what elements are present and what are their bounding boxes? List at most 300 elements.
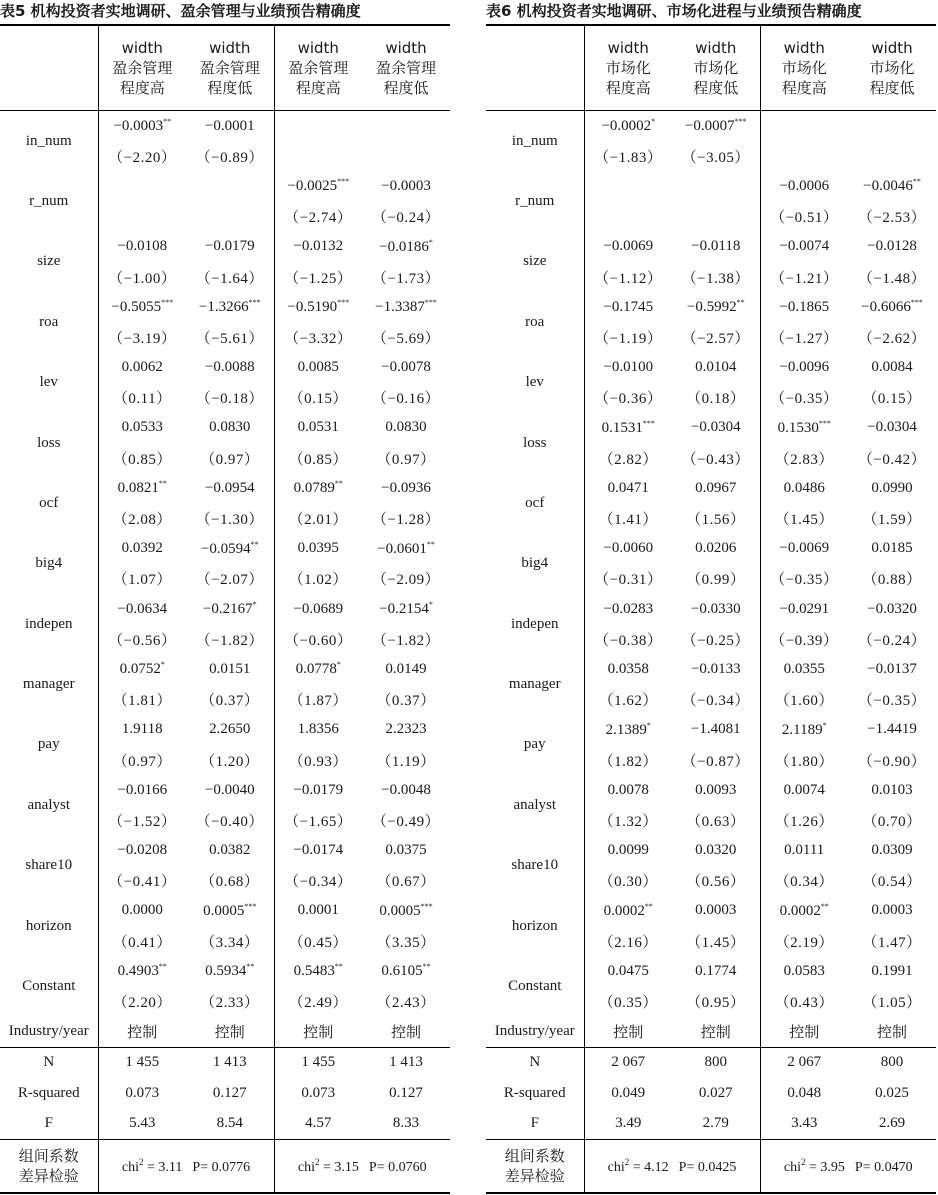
coef-value: −0.0006 bbox=[779, 177, 830, 194]
t-stat-cell: （1.07） bbox=[112, 572, 172, 589]
coef-value: 0.0003 bbox=[695, 902, 737, 919]
stat-label: N bbox=[486, 1047, 584, 1078]
coef-value: 0.0111 bbox=[784, 842, 825, 859]
coef-value: −0.0007 bbox=[684, 118, 735, 135]
coef-cell bbox=[584, 896, 672, 926]
stat-value: 0.048 bbox=[787, 1084, 822, 1101]
coef-cell bbox=[584, 353, 672, 383]
coef-cell bbox=[848, 473, 936, 503]
coef-value: 0.0074 bbox=[783, 781, 825, 798]
coef-value: −1.3266 bbox=[198, 299, 249, 316]
significance-stars: *** bbox=[337, 177, 350, 187]
chi-test-cell bbox=[274, 1140, 450, 1194]
t-stat-cell: （−1.82） bbox=[371, 632, 441, 649]
coef-cell bbox=[760, 654, 848, 684]
coef-row bbox=[0, 775, 450, 805]
significance-stars: * bbox=[336, 660, 341, 670]
significance-stars: *** bbox=[337, 298, 350, 308]
stat-label: F bbox=[0, 1109, 98, 1140]
coef-value: 0.0830 bbox=[385, 419, 427, 436]
coef-value: 0.6105 bbox=[381, 963, 423, 980]
coef-value: −0.6066 bbox=[861, 299, 911, 316]
coef-cell bbox=[672, 775, 760, 805]
stat-value: 3.43 bbox=[760, 1109, 848, 1140]
stat-value: 0.025 bbox=[875, 1084, 909, 1101]
coef-cell bbox=[362, 534, 450, 564]
variable-label: big4 bbox=[0, 534, 98, 594]
coef-value: 2.2323 bbox=[385, 721, 427, 738]
coef-value: −0.0132 bbox=[293, 238, 344, 255]
coef-value: −0.0088 bbox=[204, 359, 255, 376]
t-stat-cell: （2.83） bbox=[774, 451, 834, 468]
coef-cell bbox=[584, 292, 672, 322]
variable-label: roa bbox=[0, 292, 98, 352]
t-stat-cell: （−0.31） bbox=[594, 572, 663, 589]
coef-cell bbox=[274, 413, 362, 443]
t-stat-cell: （−1.21） bbox=[770, 270, 839, 287]
coef-cell bbox=[98, 775, 186, 805]
coef-row bbox=[486, 111, 936, 142]
coef-cell bbox=[584, 956, 672, 986]
coef-value: 0.0104 bbox=[695, 359, 737, 376]
column-header-level: 程度高 bbox=[119, 79, 165, 97]
t-stat-cell: （−0.43） bbox=[672, 443, 760, 473]
coef-cell bbox=[848, 171, 936, 201]
table-6 bbox=[486, 0, 936, 1194]
coef-cell bbox=[672, 956, 760, 986]
coef-cell bbox=[274, 292, 362, 322]
t-stat-cell: （3.34） bbox=[186, 926, 274, 956]
coef-row bbox=[0, 715, 450, 745]
t-stat-cell: （0.43） bbox=[774, 995, 834, 1012]
t-stat-cell: （−1.28） bbox=[371, 512, 441, 529]
coef-cell bbox=[98, 594, 186, 624]
coef-cell bbox=[98, 353, 186, 383]
stat-value: 0.127 bbox=[186, 1078, 274, 1109]
coef-value: −0.0179 bbox=[293, 781, 344, 798]
coef-value: 0.0103 bbox=[871, 781, 913, 798]
t-stat-cell: （0.97） bbox=[186, 443, 274, 473]
coef-cell bbox=[584, 534, 672, 564]
t-stat-cell: （−1.82） bbox=[186, 624, 274, 654]
coef-value: −0.0304 bbox=[867, 419, 917, 436]
t-stat-cell: （−0.40） bbox=[186, 805, 274, 835]
table-caption: 表5 机构投资者实地调研、盈余管理与业绩预告精确度 bbox=[0, 2, 361, 20]
coef-cell bbox=[186, 715, 274, 745]
coef-cell bbox=[186, 534, 274, 564]
stat-label: R-squared bbox=[0, 1078, 98, 1109]
coef-cell bbox=[186, 413, 274, 443]
coef-cell bbox=[98, 534, 186, 564]
t-stat-cell: （−2.07） bbox=[186, 564, 274, 594]
t-stat-cell: （−0.36） bbox=[594, 391, 663, 408]
t-stat-cell: （−0.49） bbox=[371, 813, 441, 830]
t-stat-cell: （0.97） bbox=[112, 753, 172, 770]
coef-cell bbox=[98, 654, 186, 684]
coef-value: 0.0002 bbox=[603, 902, 645, 919]
t-stat-cell: （0.45） bbox=[288, 934, 348, 951]
variable-label: lev bbox=[0, 353, 98, 413]
variable-label: size bbox=[486, 232, 584, 292]
coef-value: 0.0093 bbox=[695, 781, 737, 798]
column-header-dep-var: width bbox=[297, 39, 339, 57]
coef-row bbox=[486, 654, 936, 684]
coef-value: −0.0078 bbox=[381, 359, 431, 376]
control-value: 控制 bbox=[672, 1017, 760, 1048]
coef-value: −0.0074 bbox=[779, 238, 830, 255]
coef-row bbox=[486, 232, 936, 262]
significance-stars: ** bbox=[250, 539, 259, 549]
coef-value: 0.0990 bbox=[871, 479, 913, 496]
coef-row bbox=[0, 232, 450, 262]
coef-value: −0.0003 bbox=[113, 118, 164, 135]
t-stat-cell bbox=[760, 141, 848, 171]
coef-cell bbox=[760, 715, 848, 745]
variable-label: manager bbox=[0, 654, 98, 714]
coef-cell bbox=[98, 956, 186, 986]
chi-test-cell bbox=[98, 1140, 274, 1194]
t-stat-cell: （−1.38） bbox=[672, 262, 760, 292]
coef-row bbox=[0, 292, 450, 322]
coef-cell bbox=[186, 473, 274, 503]
variable-label: size bbox=[0, 232, 98, 292]
coef-value: 0.0000 bbox=[121, 902, 163, 919]
coef-value: −0.5992 bbox=[686, 299, 737, 316]
t-stat-cell: （−1.30） bbox=[186, 503, 274, 533]
coef-cell bbox=[98, 232, 186, 262]
coef-cell bbox=[672, 473, 760, 503]
significance-stars: *** bbox=[161, 298, 174, 308]
control-value: 控制 bbox=[760, 1017, 848, 1048]
significance-stars: ** bbox=[422, 962, 431, 972]
stat-value: 1 413 bbox=[186, 1047, 274, 1078]
coef-value: −0.0186 bbox=[379, 238, 429, 255]
column-header-level: 程度高 bbox=[295, 79, 341, 97]
coef-value: 0.0005 bbox=[379, 902, 421, 919]
coef-cell bbox=[274, 775, 362, 805]
variable-label: horizon bbox=[0, 896, 98, 956]
t-stat-cell: （0.88） bbox=[862, 572, 922, 589]
coef-value: −0.0166 bbox=[117, 781, 168, 798]
t-stat-cell: （0.97） bbox=[376, 451, 436, 468]
coef-value: 0.0392 bbox=[121, 540, 163, 557]
t-stat-cell: （1.87） bbox=[288, 693, 348, 710]
column-header bbox=[274, 25, 362, 111]
variable-label: ocf bbox=[486, 473, 584, 533]
coef-cell bbox=[760, 473, 848, 503]
coef-cell bbox=[760, 534, 848, 564]
chi-superscript: 2 bbox=[139, 1156, 144, 1167]
coef-cell bbox=[274, 896, 362, 926]
t-stat-cell: （−1.27） bbox=[770, 330, 839, 347]
t-stat-cell: （−0.35） bbox=[770, 572, 839, 589]
stat-row bbox=[0, 1109, 450, 1140]
coef-value: −0.0069 bbox=[779, 540, 830, 557]
coef-cell bbox=[848, 896, 936, 926]
coef-value: 0.0395 bbox=[297, 540, 339, 557]
variable-label: analyst bbox=[0, 775, 98, 835]
variable-label: indepen bbox=[0, 594, 98, 654]
coef-cell bbox=[98, 292, 186, 322]
coef-value: −0.0174 bbox=[293, 842, 344, 859]
variable-label: horizon bbox=[486, 896, 584, 956]
stat-value: 1 413 bbox=[389, 1054, 423, 1071]
coef-cell bbox=[848, 353, 936, 383]
significance-stars: *** bbox=[910, 298, 923, 308]
chi-value: = 4.12 bbox=[629, 1159, 669, 1175]
coef-value: −0.0003 bbox=[381, 177, 431, 194]
coef-cell bbox=[186, 836, 274, 866]
coef-value: 0.0085 bbox=[297, 359, 339, 376]
coef-row bbox=[0, 111, 450, 142]
t-stat-cell: （−2.74） bbox=[284, 210, 353, 227]
coef-value: 2.1189 bbox=[781, 721, 823, 738]
variable-label: share10 bbox=[486, 836, 584, 896]
t-stat-cell: （−0.41） bbox=[108, 874, 177, 891]
chi-value: = 3.11 bbox=[143, 1159, 183, 1175]
t-stat-cell: （−1.52） bbox=[108, 813, 177, 830]
control-value: 控制 bbox=[186, 1017, 274, 1048]
stat-value: 1 455 bbox=[125, 1054, 160, 1071]
coef-value: 0.0078 bbox=[607, 781, 649, 798]
t-stat-cell: （1.81） bbox=[112, 693, 172, 710]
t-stat-cell: （−2.20） bbox=[108, 149, 177, 166]
column-header-group: 盈余管理 bbox=[375, 59, 436, 77]
t-stat-cell: （2.16） bbox=[598, 934, 658, 951]
chi-symbol: chi bbox=[607, 1159, 625, 1175]
coef-value: −0.2167 bbox=[202, 601, 253, 618]
t-stat-cell: （0.35） bbox=[598, 995, 658, 1012]
table-5 bbox=[0, 0, 450, 1194]
column-header bbox=[98, 25, 186, 111]
coef-cell bbox=[186, 232, 274, 262]
coef-cell bbox=[362, 473, 450, 503]
t-stat-cell: （0.15） bbox=[288, 391, 348, 408]
t-stat-cell: （1.47） bbox=[862, 934, 922, 951]
coef-value: 2.1389 bbox=[605, 721, 647, 738]
chi-test-cell bbox=[760, 1140, 936, 1194]
column-header-group: 盈余管理 bbox=[288, 59, 349, 77]
coef-cell bbox=[362, 715, 450, 745]
t-stat-cell: （1.59） bbox=[862, 512, 922, 529]
t-stat-cell: （1.45） bbox=[672, 926, 760, 956]
t-stat-cell: （2.33） bbox=[186, 986, 274, 1016]
significance-stars: *** bbox=[244, 901, 257, 911]
coef-cell bbox=[848, 534, 936, 564]
p-value: P= 0.0470 bbox=[854, 1159, 913, 1175]
coef-cell bbox=[98, 836, 186, 866]
t-stat-cell: （0.54） bbox=[862, 874, 922, 891]
coef-value: −0.1865 bbox=[779, 298, 830, 315]
coef-cell bbox=[760, 594, 848, 624]
coef-value: 0.1530 bbox=[777, 419, 819, 436]
coef-cell bbox=[584, 715, 672, 745]
coef-value: −0.0601 bbox=[377, 540, 427, 557]
t-stat-cell: （−0.87） bbox=[672, 745, 760, 775]
column-header-group: 盈余管理 bbox=[112, 59, 173, 77]
coef-value: 0.5483 bbox=[293, 963, 335, 980]
coef-cell bbox=[672, 232, 760, 262]
stat-label: R-squared bbox=[486, 1078, 584, 1109]
variable-label: loss bbox=[486, 413, 584, 473]
coef-cell bbox=[98, 896, 186, 926]
coef-row bbox=[0, 654, 450, 684]
coef-cell bbox=[848, 715, 936, 745]
coef-cell bbox=[362, 775, 450, 805]
coef-row bbox=[486, 292, 936, 322]
chi-superscript: 2 bbox=[624, 1156, 630, 1167]
t-stat-cell: （−0.60） bbox=[284, 632, 353, 649]
variable-label: indepen bbox=[486, 594, 584, 654]
column-header-dep-var: width bbox=[607, 39, 649, 57]
coef-cell bbox=[760, 232, 848, 262]
t-stat-cell: （1.56） bbox=[672, 503, 760, 533]
coef-value: 0.0320 bbox=[695, 842, 737, 859]
coef-cell bbox=[362, 413, 450, 443]
chi-test-label bbox=[486, 1140, 584, 1194]
variable-label: big4 bbox=[486, 534, 584, 594]
stat-value: 8.54 bbox=[186, 1109, 274, 1140]
t-stat-cell: （0.18） bbox=[672, 383, 760, 413]
coef-value: −0.0320 bbox=[867, 600, 917, 617]
coef-value: 0.0752 bbox=[119, 661, 161, 678]
variable-label: loss bbox=[0, 413, 98, 473]
column-header-dep-var: width bbox=[695, 39, 737, 57]
coef-value: 0.0309 bbox=[871, 842, 913, 859]
t-stat-cell: （−1.65） bbox=[284, 813, 353, 830]
t-stat-cell: （−5.61） bbox=[186, 322, 274, 352]
coef-value: −0.2154 bbox=[379, 601, 429, 618]
coef-value: −0.0304 bbox=[690, 419, 741, 436]
coef-cell bbox=[98, 413, 186, 443]
t-stat-cell bbox=[362, 141, 450, 171]
coef-value: −0.0108 bbox=[117, 238, 168, 255]
coef-cell bbox=[760, 775, 848, 805]
coef-row bbox=[486, 473, 936, 503]
coef-cell bbox=[186, 775, 274, 805]
coef-value: −0.1745 bbox=[603, 298, 654, 315]
t-stat-cell: （−0.18） bbox=[186, 383, 274, 413]
coef-cell bbox=[274, 594, 362, 624]
t-stat-cell: （−0.90） bbox=[857, 753, 927, 770]
t-stat-cell: （−5.69） bbox=[371, 330, 441, 347]
column-header-dep-var: width bbox=[783, 39, 825, 57]
coef-value: 0.1991 bbox=[871, 962, 913, 979]
stat-value: 800 bbox=[672, 1047, 760, 1078]
significance-stars: ** bbox=[334, 962, 343, 972]
variable-label: manager bbox=[486, 654, 584, 714]
stat-value: 0.073 bbox=[125, 1084, 160, 1101]
column-header bbox=[672, 25, 760, 111]
coef-cell bbox=[98, 111, 186, 142]
coef-value: −0.0133 bbox=[690, 660, 741, 677]
t-stat-cell: （2.82） bbox=[598, 451, 658, 468]
coef-cell bbox=[848, 413, 936, 443]
coef-row bbox=[0, 956, 450, 986]
t-stat-cell: （1.41） bbox=[598, 512, 658, 529]
coef-cell bbox=[274, 836, 362, 866]
coef-row bbox=[486, 413, 936, 443]
t-stat-cell: （−3.32） bbox=[284, 330, 353, 347]
coef-value: 0.0005 bbox=[203, 902, 245, 919]
significance-stars: ** bbox=[426, 539, 435, 549]
t-stat-cell: （0.34） bbox=[774, 874, 834, 891]
coef-value: 0.0830 bbox=[209, 419, 251, 436]
coef-value: 1.9118 bbox=[121, 721, 163, 738]
coef-cell bbox=[672, 594, 760, 624]
significance-stars: *** bbox=[642, 418, 655, 428]
chi-test-cell bbox=[584, 1140, 760, 1194]
significance-stars: ** bbox=[912, 177, 921, 187]
coef-value: −0.0936 bbox=[381, 479, 431, 496]
t-stat-cell: （−0.34） bbox=[284, 874, 353, 891]
t-stat-cell: （−1.48） bbox=[857, 270, 927, 287]
column-header-group: 市场化 bbox=[869, 59, 915, 77]
coef-value: −0.0179 bbox=[204, 238, 255, 255]
t-stat-cell: （−0.35） bbox=[770, 391, 839, 408]
stat-value: 4.57 bbox=[274, 1109, 362, 1140]
significance-stars: * bbox=[252, 600, 257, 610]
coef-cell bbox=[584, 775, 672, 805]
t-stat-cell: （−0.34） bbox=[672, 685, 760, 715]
coef-value: 0.0382 bbox=[209, 842, 251, 859]
t-stat-cell bbox=[186, 202, 274, 232]
t-stat-cell: （0.85） bbox=[112, 451, 172, 468]
chi-symbol: chi bbox=[121, 1159, 140, 1175]
coef-cell bbox=[848, 292, 936, 322]
stat-value: 0.127 bbox=[389, 1084, 423, 1101]
stat-value: 0.049 bbox=[611, 1084, 646, 1101]
variable-label: r_num bbox=[0, 171, 98, 231]
coef-cell bbox=[98, 171, 186, 201]
t-stat-cell: （1.19） bbox=[376, 753, 436, 770]
coef-value: 0.0003 bbox=[871, 902, 913, 919]
coef-value: −0.0634 bbox=[117, 600, 168, 617]
coef-value: −0.0594 bbox=[200, 540, 251, 557]
control-row bbox=[0, 1017, 450, 1048]
t-stat-cell: （−0.24） bbox=[371, 210, 441, 227]
t-stat-cell: （1.60） bbox=[774, 693, 834, 710]
variable-label: pay bbox=[486, 715, 584, 775]
control-value: 控制 bbox=[362, 1017, 450, 1048]
t-stat-cell: （0.85） bbox=[288, 451, 348, 468]
t-stat-cell bbox=[672, 202, 760, 232]
t-stat-cell: （−1.73） bbox=[371, 270, 441, 287]
coef-cell bbox=[672, 836, 760, 866]
t-stat-cell: （1.80） bbox=[774, 753, 834, 770]
coef-value: 1.8356 bbox=[297, 721, 339, 738]
coef-value: −0.0137 bbox=[867, 660, 917, 677]
t-stat-cell: （0.67） bbox=[376, 874, 436, 891]
t-stat-cell: （0.11） bbox=[112, 391, 172, 408]
t-stat-cell: （−0.25） bbox=[672, 624, 760, 654]
t-stat-cell: （1.32） bbox=[598, 813, 658, 830]
coef-value: 0.0471 bbox=[607, 479, 649, 496]
t-stat-cell bbox=[848, 141, 936, 171]
coef-cell bbox=[274, 534, 362, 564]
t-stat-cell: （0.15） bbox=[862, 391, 922, 408]
coef-value: −0.0025 bbox=[287, 178, 338, 195]
column-header-level: 程度低 bbox=[693, 79, 739, 97]
t-stat-cell: （1.26） bbox=[774, 813, 834, 830]
t-stat-cell bbox=[274, 141, 362, 171]
column-header bbox=[362, 25, 450, 111]
t-stat-cell: （−1.83） bbox=[594, 149, 663, 166]
coef-cell bbox=[186, 353, 274, 383]
control-value: 控制 bbox=[848, 1017, 936, 1048]
coef-cell bbox=[274, 473, 362, 503]
coef-cell bbox=[274, 956, 362, 986]
